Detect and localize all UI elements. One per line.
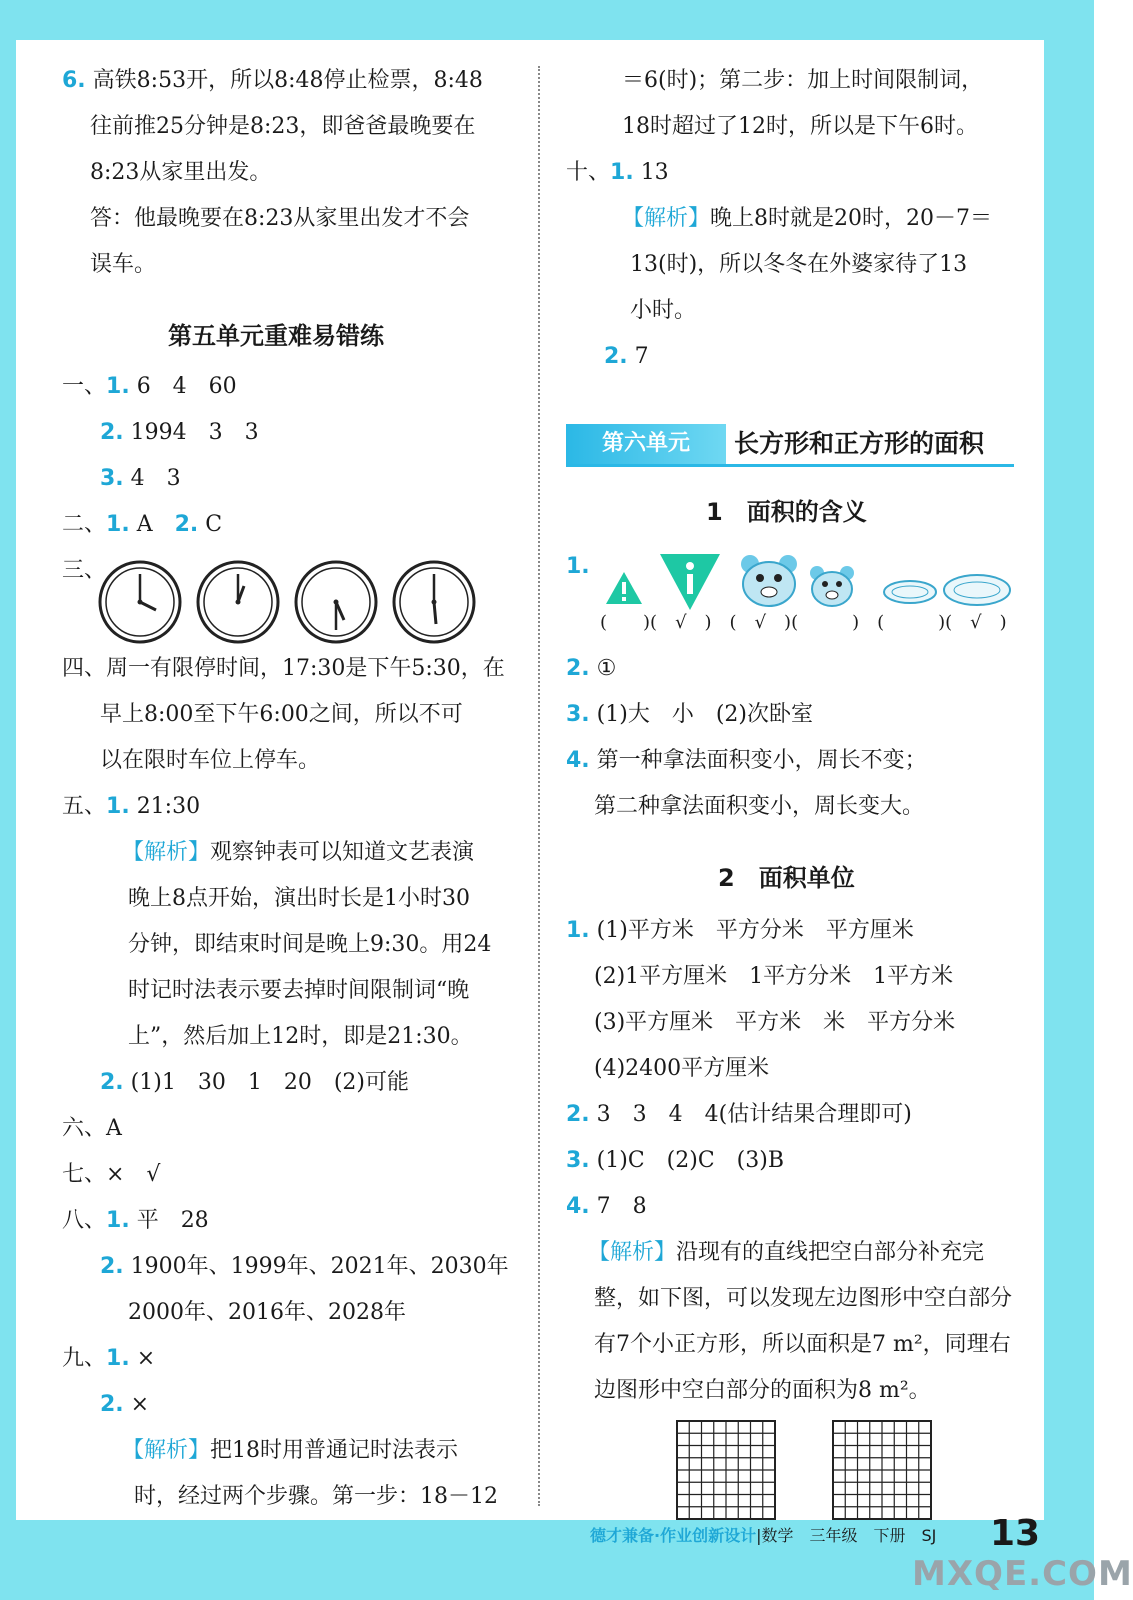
explanation-line: 整，如下图，可以发现左边图形中空白部分 [594,1286,1013,1311]
explanation-line: 【解析】观察钟表可以知道文艺表演 [122,840,475,865]
answer-line: 4. 7 8 [566,1194,647,1219]
answer-line: 一、1. 6 4 60 [62,374,237,399]
answer-line: 八、1. 平 28 [62,1208,209,1233]
answer-line: 2. 1994 3 3 [100,420,259,445]
answer-line: 1. (1)平方米 平方分米 平方厘米 [566,918,914,943]
answer-line: (4)2400平方厘米 [594,1056,770,1081]
answer-line: 4. 第一种拿法面积变小，周长不变； [566,748,927,773]
answer-line [62,66,483,96]
explanation-line: 晚上8点开始，演出时长是1小时30 [128,886,470,911]
right-grid-figure [832,1420,932,1520]
answer-line: 三、 [62,558,107,583]
frame-top [0,0,1094,40]
frame-left [0,0,16,1600]
large-warning-sign-icon [658,552,722,612]
unit-title: 长方形和正方形的面积 [734,429,985,458]
answer-line: 2. × [100,1392,150,1417]
clock-icon [196,560,280,644]
page-number: 13 [990,1513,1041,1554]
answer-line: 六、A [62,1116,122,1141]
answer-line: 1. [566,554,590,579]
explanation-line: 【解析】晚上8时就是20时，20－7＝ [622,206,992,231]
unit-underline [566,464,1014,467]
unit-badge: 第六单元 [566,424,726,464]
answer-line: 2. 7 [604,344,649,369]
small-plate-icon [882,578,938,606]
column-divider [538,66,540,1506]
answer-line: 3. 4 3 [100,466,181,491]
answer-line: 第二种拿法面积变小，周长变大。 [594,794,925,819]
explanation-line: 分钟，即结束时间是晚上9:30。用24 [128,932,492,957]
answer-line: 四、周一有限停时间，17:30是下午5:30，在 [62,656,505,681]
small-toy-bear-icon [808,564,856,608]
explanation-line: ＝6(时)；第二步：加上时间限制词， [622,68,984,93]
answer-line: 2. 1900年、1999年、2021年、2030年 [100,1254,509,1279]
left-grid-figure [676,1420,776,1520]
clock-icon [294,560,378,644]
q1-answer-marks: ( )( √ ) ( √ )( ) ( )( √ ) [600,612,1007,633]
answer-line: 2000年、2016年、2028年 [128,1300,406,1325]
explanation-line: 有7个小正方形，所以面积是7 m²，同理右 [594,1332,1011,1357]
frame-right [1044,0,1094,1600]
large-toy-bear-icon [738,552,800,610]
answer-line: 8:23从家里出发。 [90,160,272,185]
page-footer [590,1524,936,1548]
explanation-line: 上”，然后加上12时，即是21:30。 [128,1024,473,1049]
answer-line: 九、1. × [62,1346,156,1371]
answer-line: 误车。 [90,252,157,277]
explanation-line: 【解析】沿现有的直线把空白部分补充完 [588,1240,985,1265]
answer-line: 早上8:00至下午6:00之间，所以不可 [100,702,463,727]
clock-icon [392,560,476,644]
footer-brand: 德才兼备·作业创新设计 [590,1526,757,1545]
answer-line: 七、× √ [62,1162,161,1187]
explanation-line: 小时。 [630,298,697,323]
answer-line: 3. (1)大 小 (2)次卧室 [566,702,813,727]
small-warning-sign-icon [604,570,644,606]
section-title: 第五单元重难易错练 [168,322,384,350]
answer-line: 五、1. 21:30 [62,794,201,819]
lesson-title: 1 面积的含义 [706,498,867,526]
watermark: MXQE.COM [912,1554,1133,1594]
footer-info: |数学 三年级 下册 SJ [756,1526,937,1545]
explanation-line: 13(时)，所以冬冬在外婆家待了13 [630,252,968,277]
answer-text: 高铁8:53开，所以8:48停止检票，8:48 [92,68,483,93]
explanation-line: 边图形中空白部分的面积为8 m²。 [594,1378,931,1403]
answer-line: 十、1. 13 [566,160,669,185]
explanation-line: 18时超过了12时，所以是下午6时。 [622,114,978,139]
explanation-line: 【解析】把18时用普通记时法表示 [122,1438,459,1463]
answer-line: 二、1. A 2. C [62,512,223,537]
answer-line: 以在限时车位上停车。 [100,748,321,773]
answer-line: 2. 3 3 4 4(估计结果合理即可) [566,1102,912,1127]
q-num: 6. [62,68,86,93]
answer-line: (3)平方厘米 平方米 米 平方分米 [594,1010,956,1035]
answer-line: 2. ① [566,656,617,681]
explanation-line: 时记时法表示要去掉时间限制词“晚 [128,978,470,1003]
answer-line: (2)1平方厘米 1平方分米 1平方米 [594,964,954,989]
answer-line: 3. (1)C (2)C (3)B [566,1148,784,1173]
clock-icon [98,560,182,644]
explanation-line: 时，经过两个步骤。第一步：18－12 [134,1484,498,1509]
answer-line: 2. (1)1 30 1 20 (2)可能 [100,1070,409,1095]
answer-line: 往前推25分钟是8:23，即爸爸最晚要在 [90,114,476,139]
large-plate-icon [942,572,1012,608]
answer-line: 答：他最晚要在8:23从家里出发才不会 [90,206,470,231]
lesson-title: 2 面积单位 [718,864,855,892]
